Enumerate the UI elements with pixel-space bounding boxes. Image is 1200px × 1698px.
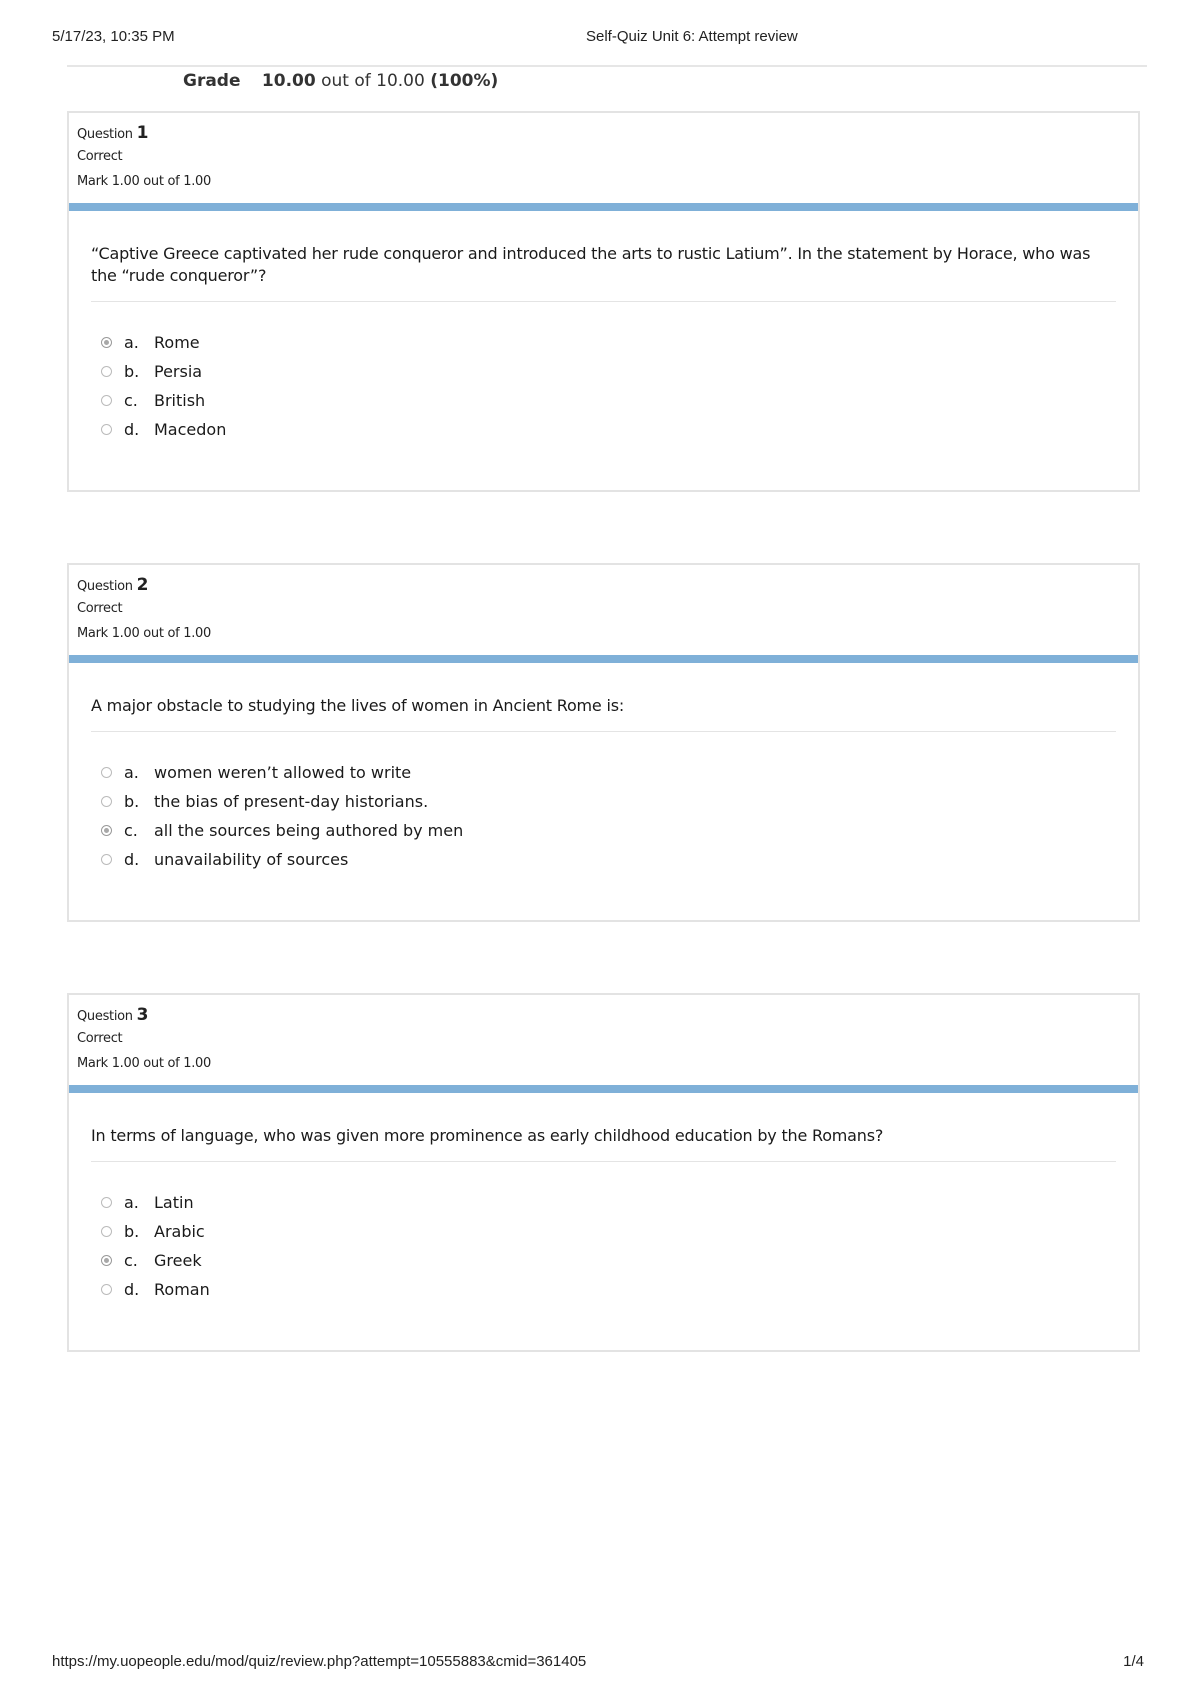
answer-letter: b. (124, 362, 140, 381)
answer-text: unavailability of sources (154, 850, 349, 869)
question-mark: Mark 1.00 out of 1.00 (77, 626, 211, 641)
answer-text: Latin (154, 1193, 194, 1212)
answer-option[interactable] (91, 328, 1116, 357)
question-3 (67, 993, 1140, 1352)
question-2 (67, 563, 1140, 922)
answer-letter: d. (124, 420, 140, 439)
answer-option[interactable] (91, 386, 1116, 415)
question-accent-bar (69, 203, 1138, 211)
question-state: Correct (77, 1031, 123, 1046)
answer-option[interactable] (91, 1275, 1116, 1304)
question-state: Correct (77, 149, 123, 164)
answer-letter: d. (124, 850, 140, 869)
answer-letter: c. (124, 821, 138, 840)
radio-icon[interactable] (101, 767, 112, 778)
radio-checked-icon[interactable] (101, 1255, 112, 1266)
answer-text: women weren’t allowed to write (154, 763, 412, 782)
question-accent-bar (69, 655, 1138, 663)
print-datetime: 5/17/23, 10:35 PM (52, 28, 175, 45)
radio-checked-icon[interactable] (101, 825, 112, 836)
question-number (77, 575, 1130, 595)
question-mark: Mark 1.00 out of 1.00 (77, 1056, 211, 1071)
question-text: A major obstacle to studying the lives of women in Ancient Rome is: (91, 696, 625, 715)
answer-letter: c. (124, 1251, 138, 1270)
print-page-title: Self-Quiz Unit 6: Attempt review (586, 28, 798, 45)
grade-score: 10.00 (261, 71, 316, 91)
radio-icon[interactable] (101, 424, 112, 435)
question-info (69, 565, 1138, 655)
question-label: Question (77, 1009, 133, 1024)
answer-option[interactable] (91, 758, 1116, 787)
radio-icon[interactable] (101, 854, 112, 865)
answer-option[interactable] (91, 415, 1116, 444)
answer-option[interactable] (91, 816, 1116, 845)
grade-summary (183, 71, 498, 91)
radio-icon[interactable] (101, 1284, 112, 1295)
answer-text: British (154, 391, 206, 410)
answer-option[interactable] (91, 1188, 1116, 1217)
question-divider (91, 301, 1116, 302)
question-num: 3 (136, 1005, 149, 1025)
answer-letter: a. (124, 1193, 139, 1212)
answer-letter: a. (124, 333, 139, 352)
answer-letter: b. (124, 792, 140, 811)
answer-text: the bias of present-day historians. (154, 792, 429, 811)
question-divider (91, 731, 1116, 732)
radio-icon[interactable] (101, 796, 112, 807)
print-header (52, 28, 1144, 48)
radio-icon[interactable] (101, 1197, 112, 1208)
page-url: https://my.uopeople.edu/mod/quiz/review.php?attempt=10555883&cmid=361405 (52, 1653, 587, 1670)
radio-icon[interactable] (101, 1226, 112, 1237)
answer-option[interactable] (91, 787, 1116, 816)
answer-text: all the sources being authored by men (154, 821, 464, 840)
answer-option[interactable] (91, 357, 1116, 386)
question-text: In terms of language, who was given more prominence as early childhood education by the Romans? (91, 1126, 884, 1145)
answer-text: Greek (154, 1251, 202, 1270)
top-divider (67, 65, 1147, 67)
question-info (69, 995, 1138, 1085)
radio-checked-icon[interactable] (101, 337, 112, 348)
answer-option[interactable] (91, 845, 1116, 874)
answer-letter: b. (124, 1222, 140, 1241)
question-num: 1 (136, 123, 149, 143)
answer-option[interactable] (91, 1217, 1116, 1246)
grade-percent: (100%) (430, 71, 499, 91)
answer-letter: c. (124, 391, 138, 410)
question-accent-bar (69, 1085, 1138, 1093)
answer-list (91, 328, 1116, 444)
question-divider (91, 1161, 1116, 1162)
answer-text: Macedon (154, 420, 227, 439)
question-text: “Captive Greece captivated her rude conqueror and introduced the arts to rustic Latium”. In the statement by Horace, who was the “rude conqueror”? (91, 244, 1091, 285)
grade-label: Grade (183, 71, 241, 91)
question-state: Correct (77, 601, 123, 616)
answer-list (91, 758, 1116, 874)
question-label: Question (77, 127, 133, 142)
answer-letter: a. (124, 763, 139, 782)
question-content (69, 211, 1138, 444)
radio-icon[interactable] (101, 395, 112, 406)
question-mark: Mark 1.00 out of 1.00 (77, 174, 211, 189)
answer-text: Persia (154, 362, 203, 381)
answer-list (91, 1188, 1116, 1304)
question-number (77, 123, 1130, 143)
answer-text: Roman (154, 1280, 210, 1299)
question-1 (67, 111, 1140, 492)
answer-option[interactable] (91, 1246, 1116, 1275)
question-content (69, 1093, 1138, 1304)
question-info (69, 113, 1138, 203)
question-number (77, 1005, 1130, 1025)
question-num: 2 (136, 575, 149, 595)
radio-icon[interactable] (101, 366, 112, 377)
page-number: 1/4 (1123, 1653, 1144, 1670)
question-label: Question (77, 579, 133, 594)
answer-letter: d. (124, 1280, 140, 1299)
answer-text: Arabic (154, 1222, 205, 1241)
answer-text: Rome (154, 333, 200, 352)
grade-out-of: out of 10.00 (321, 71, 425, 91)
question-content (69, 663, 1138, 874)
